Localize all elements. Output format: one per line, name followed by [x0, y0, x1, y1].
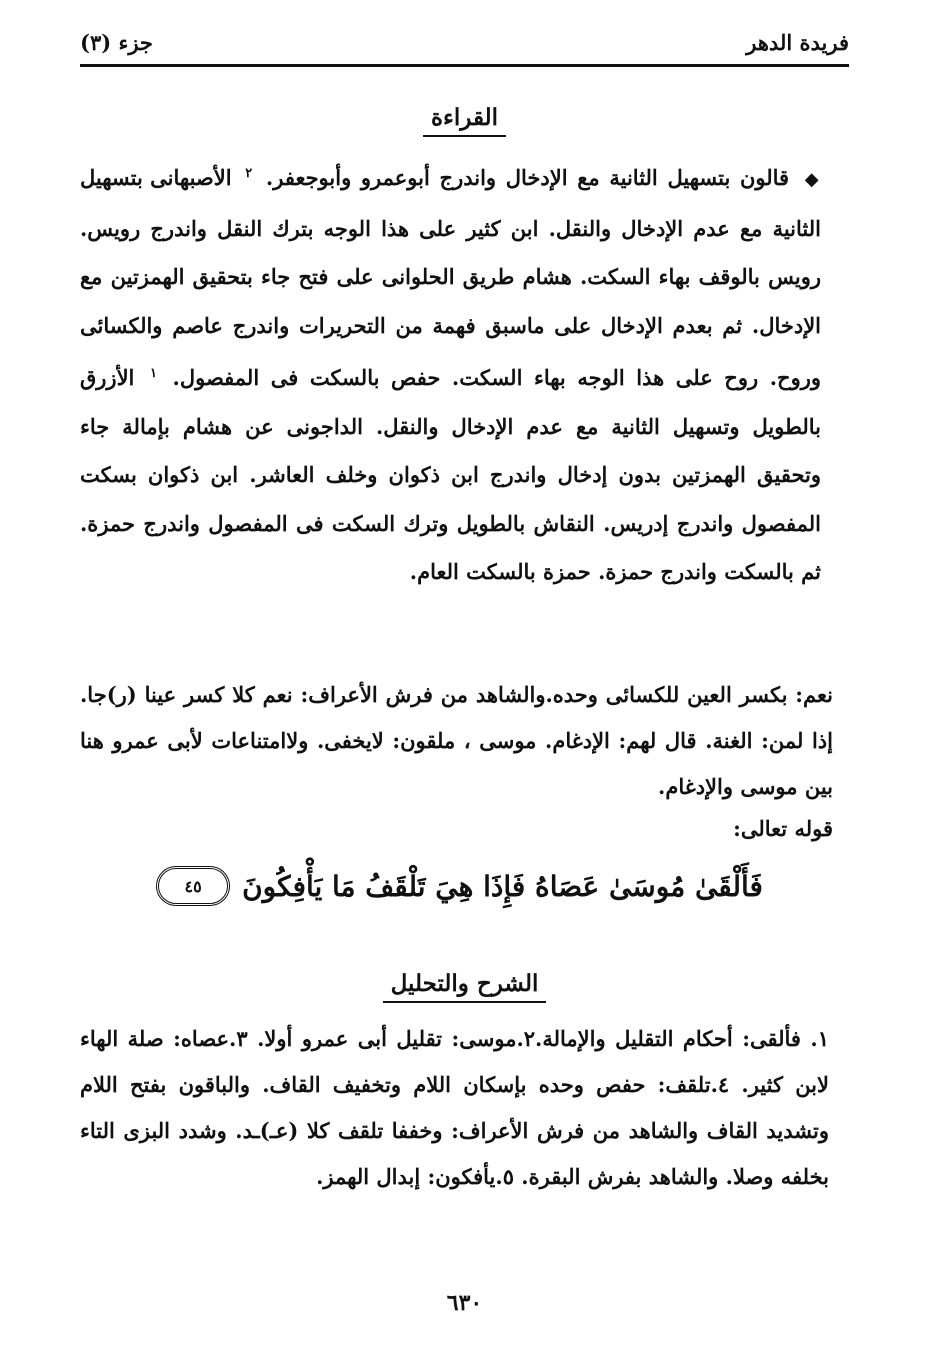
book-title: فريدة الدهر: [746, 29, 849, 55]
sharh-paragraph: ١. فألقى: أحكام التقليل والإمالة.٢.موسى: تقليل أبى عمرو أولا. ٣.عصاه: صلة الهاء لابن كثير. ٤.تلقف: حفص وحده بإسكان اللام وتخفيف القاف. والباقون بفتح اللام وتشديد القاف والشاهد من فرش الأعراف: وخففا تلقف كلا (عـ)ـد. وشدد البزى التاء بخلفه وصلا. والشاهد بفرش البقرة. ٥.يأفكون: إبدال الهمز.: [80, 1026, 830, 1189]
section-heading-sharh: الشرح والتحليل: [0, 970, 929, 1003]
footnote-mark: ٢: [245, 166, 253, 181]
diamond-bullet-icon: ◆: [804, 169, 822, 190]
footnote-mark: ١: [149, 366, 157, 381]
naam-paragraph: نعم: بكسر العين للكسائى وحده.والشاهد من فرش الأعراف: نعم كلا كسر عينا (ر)جا. إذا لمن: الغنة. قال لهم: الإدغام. موسى ، ملقون: لايخفى. ولاامتناعات لأبى عمرو هنا بين موسى والإدغام.: [80, 682, 833, 799]
quran-verse: [150, 866, 769, 906]
running-header: [80, 22, 849, 62]
volume-label: جزء (٣): [80, 29, 153, 55]
verse-label: قوله تعالى:: [733, 816, 833, 841]
section-heading-qiraah: القراءة: [0, 104, 929, 137]
qiraah-line-1: قالون بتسهيل الثانية مع الإدخال واندرج أبوعمرو وأبوجعفر.: [265, 165, 790, 190]
header-rule: [80, 64, 849, 67]
qiraah-paragraph: [80, 150, 821, 597]
page-number: ٦٣٠: [446, 1290, 483, 1316]
verse-text: فَأَلْقَىٰ مُوسَىٰ عَصَاهُ فَإِذَا هِيَ تَلْقَفُ مَا يَأْفِكُونَ: [242, 869, 763, 903]
qiraah-line-3: الأزرق بالطويل وتسهيل الثانية مع عدم الإدخال والنقل. الداجونى عن هشام بإمالة جاء وتحقيق الهمزتين بدون إدخال واندرج ابن ذكوان وخلف العاشر. ابن ذكوان بسكت المفصول واندرج إدريس. النقاش بالطويل وترك السكت فى المفصول واندرج حمزة. ثم بالسكت واندرج حمزة. حمزة بالسكت العام.: [80, 365, 821, 584]
ayah-number-icon: ٤٥: [156, 866, 230, 906]
qiraah-line-2: الأصبهانى بتسهيل الثانية مع عدم الإدخال والنقل. ابن كثير على هذا الوجه بترك النقل واندرج رويس. رويس بالوقف بهاء السكت. هشام طريق الحلوانى على فتح جاء بتحقيق الهمزتين مع الإدخال. ثم بعدم الإدخال على ماسبق فهمة من التحريرات واندرج عاصم والكسائى وروح. روح على هذا الوجه بهاء السكت. حفص بالسكت فى المفصول.: [80, 165, 821, 390]
